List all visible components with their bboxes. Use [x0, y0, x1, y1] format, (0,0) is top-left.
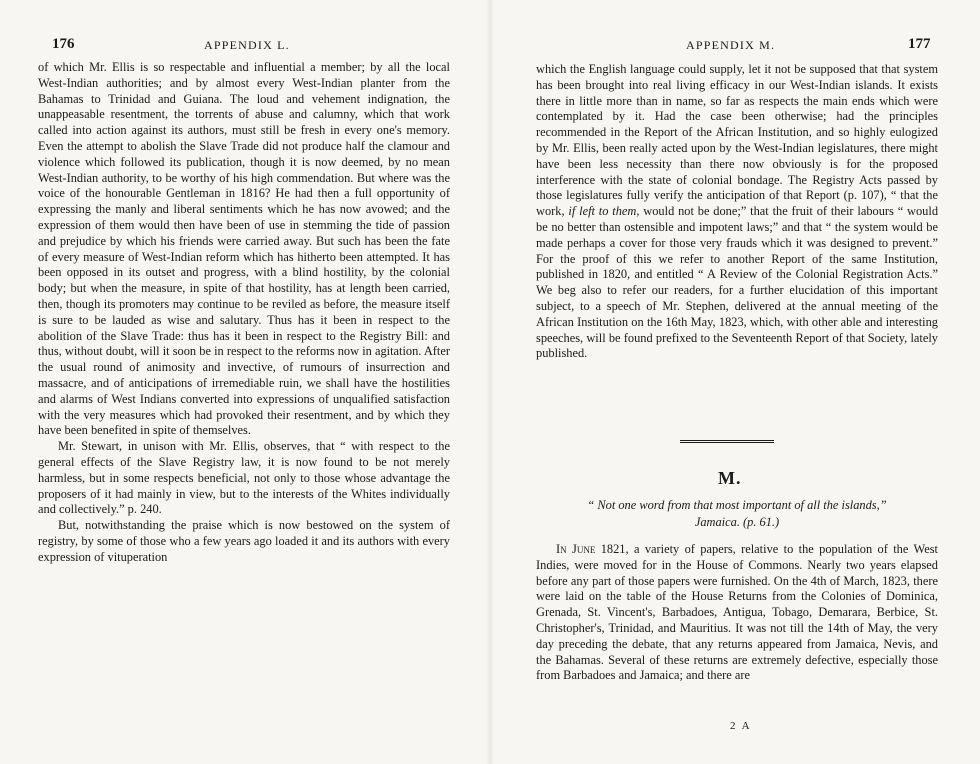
- printer-signature-mark: 2 A: [730, 720, 752, 732]
- left-running-head: APPENDIX L.: [204, 38, 290, 52]
- right-page: [490, 0, 980, 764]
- left-paragraph-3: But, notwithstanding the praise which is now bestowed on the system of registry, by some of those who a few years ago loaded it and its authors with every expression of vituperation: [38, 518, 450, 564]
- left-paragraph-2: Mr. Stewart, in unison with Mr. Ellis, observes, that “ with respect to the general effects of the Slave Registry law, it is now found to be not merely harmless, but in some respects beneficial, not only to those whose advantage the proposers of it had mainly in view, but to the interests of the Whites individually and collectively.” p. 240.: [38, 439, 450, 517]
- section-paragraph-body: 1821, a variety of papers, relative to the population of the West Indies, were moved for in the House of Commons. Nearly two years elapsed before any part of those papers were furnished. On the 4th of March, 1823, there were laid on the table of the House Returns from the Colonies of Dominica, Grenada, St. Vincent's, Barbadoes, Antigua, Tobago, Demarara, Berbice, St. Christopher's, Trinidad, and Mauritius. It was not till the 14th of May, the very day preceding the debate, that any returns appeared from Jamaica, Nevis, and the Bahamas. Several of these returns are extremely defective, especially those from Barbadoes and Jamaica; and there are: [536, 542, 938, 683]
- section-heading: M.: [718, 468, 742, 488]
- continued-text-before-italic: which the English language could supply, let it not be supposed that that system has been brought into real living efficacy in our West-Indian islands. It exists there in little more than in name, so far as respects the main ends which were contemplated by it. Had the case been otherwise; had the principles recommended in the Report of the African Institution, and so highly eulogized by Mr. Ellis, been really acted upon by the West-Indian legislatures, there might have been less necessity than there now obviously is for the proposed interference with the state of colonial bondage. The Registry Acts passed by those legislatures fully verify the anticipation of that Report (p. 107), “ that the work,: [536, 62, 938, 219]
- right-continued-paragraph: [536, 62, 938, 362]
- epigraph-quote: “ Not one word from that most important of all the islands,”: [587, 498, 887, 512]
- section-paragraph-lead: In June: [556, 542, 596, 556]
- right-page-number: 177: [908, 36, 931, 52]
- continued-text-after-italic: would not be done;” that the fruit of their labours “ would be no better than ostensible and impotent laws;” and that “ the system would be made perhaps a cover for those very frauds which it was designed to prevent.” For the proof of this we refer to another Report of the same Institution, published in 1820, and entitled “ A Review of the Colonial Registration Acts.” We beg also to refer our readers, for a further elucidation of this important subject, to a speech of Mr. Stephen, delivered at the annual meeting of the African Institution on the 16th May, 1823, which, with other able and interesting speeches, will be found prefixed to the Seventeenth Report of that Society, lately published.: [536, 204, 939, 361]
- left-paragraph-1: of which Mr. Ellis is so respectable and influential a member; by all the local West-Indian authorities; and by almost every West-Indian planter from the Bahamas to Trinidad and Guiana. The loud and vehement indignation, the unappeasable resentment, the torrents of abuse and calumny, which that work called into action against its authors, must still be fresh in every one's memory. Even the attempt to abolish the Slave Trade did not produce half the clamour and violence which followed its publication, though it is now deemed, by no mean West-Indian authority, to be worthy of his high commendation. But where was the voice of the honourable Gentleman in 1816? He had then a full opportunity of expressing the manly and liberal sentiments which he has now avowed; and the expression of them would then have been of use in stemming the tide of passion and prejudice by which his friends were carried away. But such has been the fate of every measure of West-Indian reform which has hitherto been attempted. It has been opposed in its outset and progress, with a blind hostility, by the colonial body; but when the measure, in spite of that hostility, has at length been carried, then, though its promoters may continue to be reviled as before, the measure itself is sure to be lauded as wise and salutary. Thus has it been in respect to the abolition of the Slave Trade: thus has it been in respect to the Registry Bill: and thus, without doubt, will it soon be in respect to the reforms now in agitation. After the usual round of animosity and invective, of rumours of insurrection and massacre, and of anticipations of irremediable ruin, we shall have the hostilities and alarms of West Indians converted into expressions of unqualified satisfaction with the very measures which had provoked their resentment, and by which they have been benefited in spite of themselves.: [38, 60, 450, 438]
- epigraph-source: Jamaica. (p. 61.): [694, 515, 780, 529]
- section-divider-rule: [680, 440, 774, 443]
- section-body: [536, 542, 938, 684]
- section-paragraph: [536, 542, 938, 684]
- left-page-number: 176: [52, 36, 75, 52]
- left-page-body: [38, 60, 450, 566]
- right-page-body: [536, 62, 938, 362]
- italic-phrase: if left to them,: [568, 204, 640, 219]
- section-epigraph: [536, 497, 938, 531]
- right-running-head: APPENDIX M.: [686, 38, 776, 52]
